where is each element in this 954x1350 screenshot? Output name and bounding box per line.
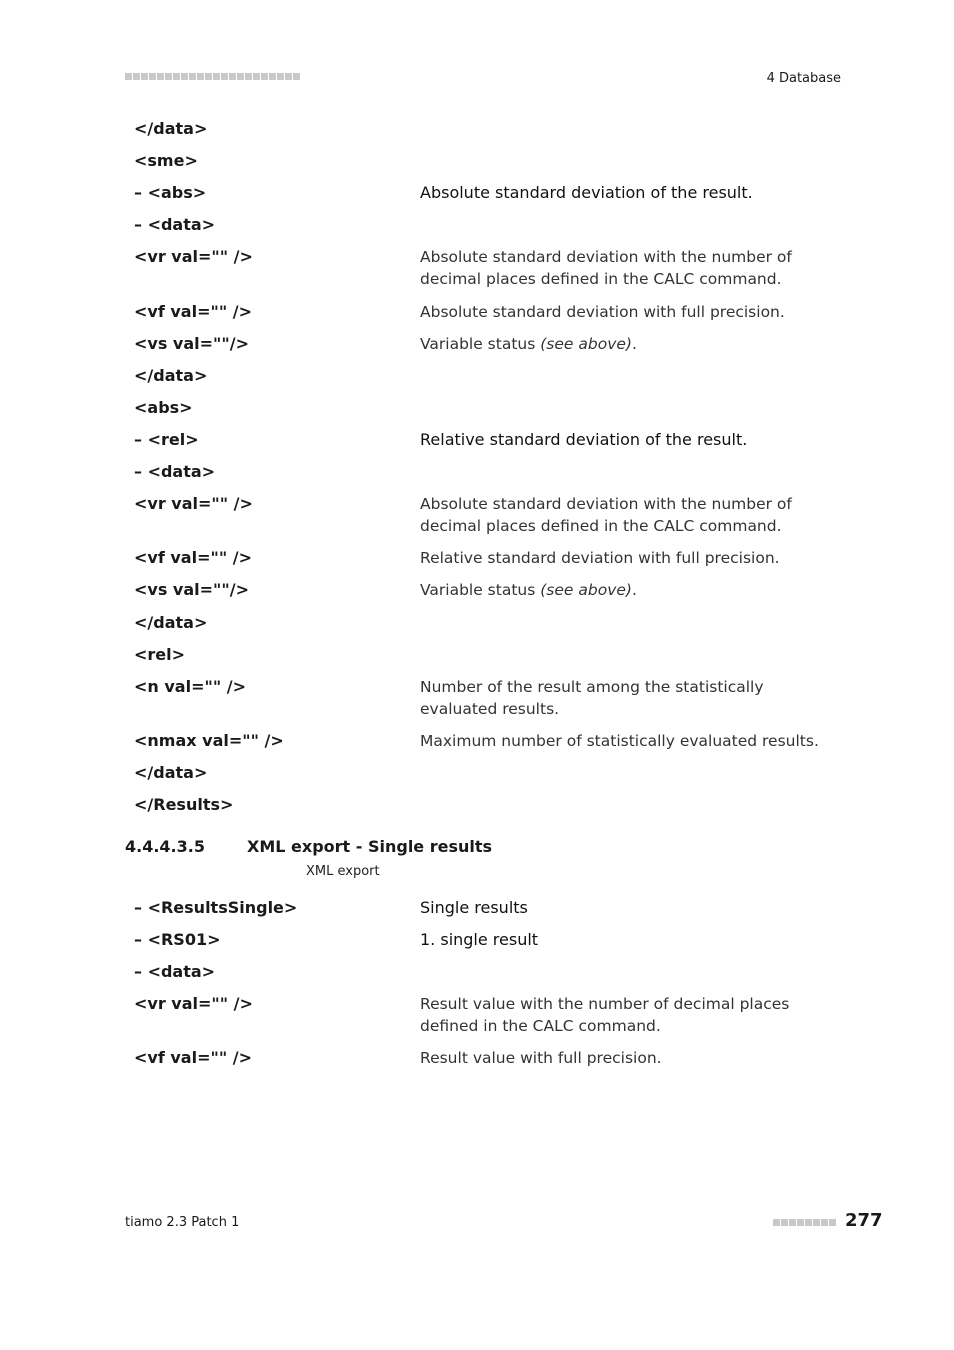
element-description — [420, 993, 840, 1037]
element-description — [420, 676, 840, 720]
xml-element-term: <vr val="" /> — [134, 994, 253, 1013]
xml-element-term: – <rel> — [134, 430, 199, 449]
description-text: Absolute standard deviation of the result. — [420, 183, 753, 202]
footer-decoration — [773, 1219, 836, 1226]
element-description — [420, 1047, 840, 1069]
element-description — [420, 929, 840, 951]
page-number: 277 — [845, 1210, 883, 1231]
description-text: Absolute standard deviation with the number of decimal places defined in the CALC command. — [420, 495, 792, 535]
xml-element-term: – <data> — [134, 962, 216, 981]
element-description — [420, 493, 840, 537]
element-description — [420, 730, 840, 752]
xml-element-term: <vr val="" /> — [134, 247, 253, 266]
element-description — [420, 897, 840, 919]
element-description — [420, 182, 840, 204]
element-description — [420, 246, 840, 290]
xml-element-term: </data> — [134, 763, 208, 782]
header-decoration — [125, 73, 300, 80]
xml-element-term: </data> — [134, 366, 208, 385]
xml-element-term: – <data> — [134, 215, 216, 234]
description-text: Relative standard deviation with full precision. — [420, 549, 780, 567]
xml-element-term: <vs val=""/> — [134, 334, 249, 353]
xml-element-term: <vs val=""/> — [134, 580, 249, 599]
xml-element-term: – <abs> — [134, 183, 207, 202]
chapter-title: 4 Database — [766, 71, 841, 86]
footer-product: tiamo 2.3 Patch 1 — [125, 1215, 240, 1230]
xml-element-term: <sme> — [134, 151, 198, 170]
xml-element-term: <vr val="" /> — [134, 494, 253, 513]
description-text: Single results — [420, 898, 528, 917]
description-text: Absolute standard deviation with the number of decimal places defined in the CALC command. — [420, 248, 792, 288]
element-description — [420, 547, 840, 569]
xml-element-term: </data> — [134, 613, 208, 632]
xml-element-term: </data> — [134, 119, 208, 138]
description-text: Result value with full precision. — [420, 1049, 662, 1067]
element-description — [420, 333, 840, 355]
section-caption: XML export — [306, 864, 380, 879]
description-text: Variable status — [420, 581, 541, 599]
description-reference: (see above) — [540, 335, 632, 353]
xml-element-term: – <RS01> — [134, 930, 221, 949]
description-text: Relative standard deviation of the result. — [420, 430, 748, 449]
xml-element-term: </Results> — [134, 795, 234, 814]
xml-element-term: <abs> — [134, 398, 193, 417]
description-tail: . — [631, 581, 637, 599]
xml-element-term: <n val="" /> — [134, 677, 246, 696]
section-heading — [125, 835, 492, 859]
xml-element-term: <nmax val="" /> — [134, 731, 284, 750]
element-description — [420, 301, 840, 323]
section-number: 4.4.4.3.5 — [125, 837, 205, 856]
xml-element-term: <vf val="" /> — [134, 302, 252, 321]
xml-element-term: – <data> — [134, 462, 216, 481]
description-text: Number of the result among the statistically evaluated results. — [420, 678, 764, 718]
xml-element-term: <vf val="" /> — [134, 1048, 252, 1067]
xml-element-term: <vf val="" /> — [134, 548, 252, 567]
description-text: Absolute standard deviation with full precision. — [420, 303, 785, 321]
description-reference: (see above) — [540, 581, 632, 599]
description-text: Result value with the number of decimal places defined in the CALC command. — [420, 995, 790, 1035]
description-tail: . — [631, 335, 637, 353]
element-description — [420, 579, 840, 601]
section-title: XML export - Single results — [247, 837, 493, 856]
description-text: 1. single result — [420, 930, 539, 949]
element-description — [420, 429, 840, 451]
xml-element-term: – <ResultsSingle> — [134, 898, 298, 917]
xml-element-term: <rel> — [134, 645, 186, 664]
description-text: Variable status — [420, 335, 541, 353]
description-text: Maximum number of statistically evaluated results. — [420, 732, 819, 750]
